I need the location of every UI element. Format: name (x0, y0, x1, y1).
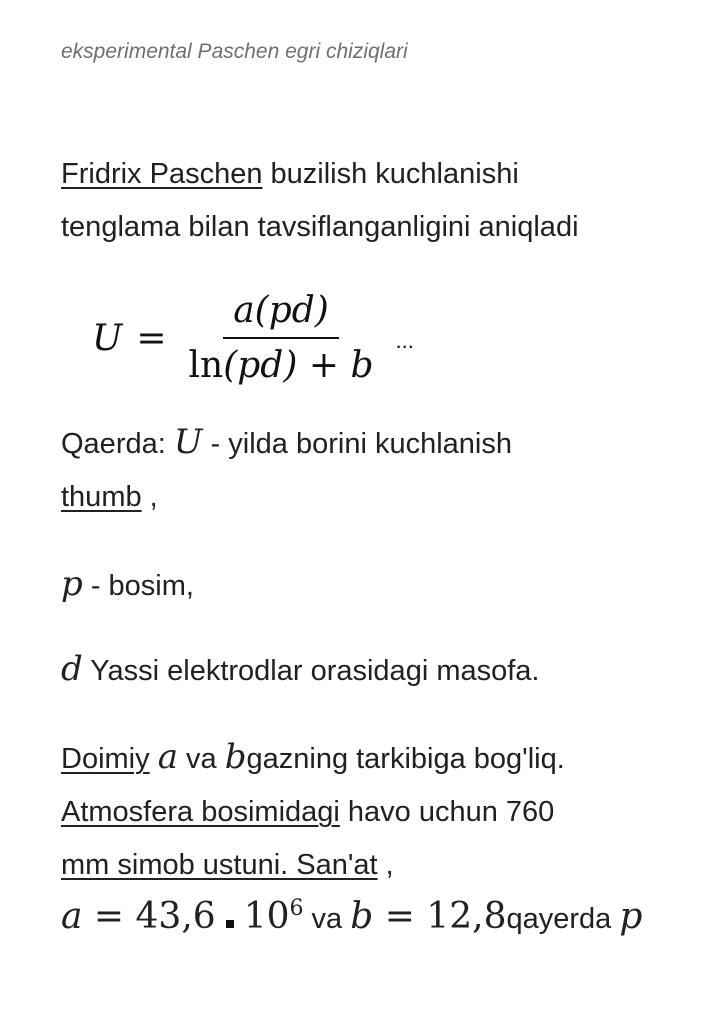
value-a-number: 43,6 (135, 896, 216, 937)
doimiy-link[interactable]: Doimiy (61, 743, 150, 775)
constants-paragraph (61, 731, 701, 892)
value-b-symbol: b (350, 896, 374, 937)
mm-simob-link[interactable]: mm simob ustuni. San'at (61, 849, 378, 881)
formula-ellipsis: ... (395, 328, 414, 353)
constants-text-1: gazning tarkibiga bog'liq. (246, 743, 565, 775)
value-a-symbol: a (61, 896, 83, 937)
constants-text-3: , (377, 849, 394, 881)
where-paragraph (61, 416, 701, 524)
numerator-a: a (233, 290, 255, 331)
denominator-b: b (350, 345, 374, 386)
value-equals-1: = (82, 896, 136, 937)
value-equals-2: = (373, 896, 427, 937)
where-prefix: Qaerda: (61, 428, 174, 460)
denominator-plus: + (297, 345, 351, 386)
intro-text-2: tenglama bilan tavsiflanganligini aniqladi (61, 211, 579, 243)
pressure-paragraph (61, 558, 701, 613)
atmosfera-link[interactable]: Atmosfera bosimidagi (61, 796, 340, 828)
distance-paragraph (61, 643, 701, 698)
formula-equals: = (136, 317, 167, 359)
distance-symbol-d: d (61, 649, 83, 689)
constants-symbol-a: a (157, 737, 178, 777)
figure-caption: eksperimental Paschen egri chiziqlari (61, 40, 408, 63)
where-after: , (141, 481, 158, 513)
denominator-pd: (pd) (223, 345, 298, 386)
distance-text: Yassi elektrodlar orasidagi masofa. (82, 655, 540, 687)
paschen-link[interactable]: Fridrix Paschen (61, 158, 263, 190)
value-ten-base: 10 (243, 896, 290, 937)
paschen-formula (92, 290, 414, 386)
formula-numerator (223, 290, 339, 339)
value-exponent: 6 (289, 896, 304, 921)
value-ten (244, 896, 304, 937)
value-qayerda: qayerda (506, 903, 620, 935)
constants-symbol-b: b (224, 737, 247, 777)
value-b-number: 12,8 (426, 896, 507, 937)
values-line (61, 896, 642, 937)
formula-fraction (183, 290, 380, 386)
formula-lhs: U (92, 317, 123, 359)
constants-va: va (177, 743, 225, 775)
intro-text-1: buzilish kuchlanishi (262, 158, 519, 190)
formula-denominator (183, 339, 380, 386)
value-va: va (303, 903, 351, 935)
where-symbol-u: U (173, 422, 203, 462)
multiply-dot (226, 920, 234, 928)
where-text: - yilda borini kuchlanish (202, 428, 512, 460)
intro-paragraph (61, 148, 701, 254)
numerator-pd: (pd) (254, 290, 329, 331)
denominator-ln: ln (188, 345, 224, 386)
constants-text-2: havo uchun 760 (339, 796, 555, 828)
pressure-symbol-p: p (61, 564, 83, 604)
thumb-link[interactable]: thumb (61, 481, 142, 513)
pressure-text: - bosim, (82, 570, 194, 602)
value-p-symbol: p (619, 896, 643, 937)
